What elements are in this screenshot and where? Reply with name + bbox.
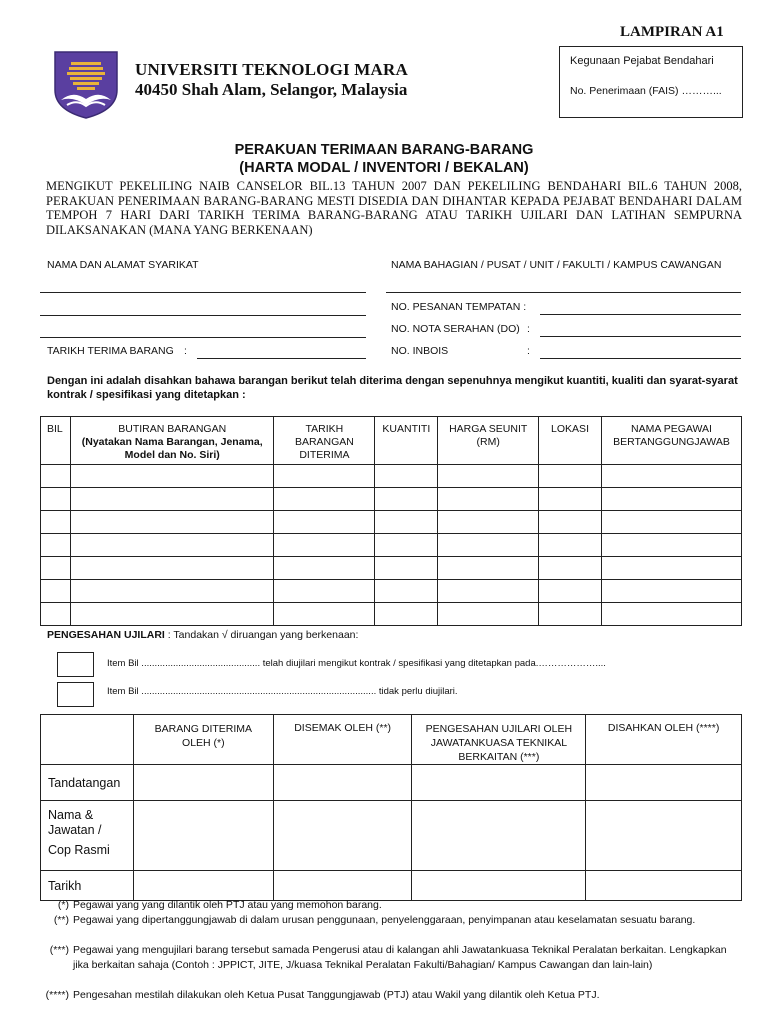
table-cell[interactable] (539, 580, 602, 603)
company-label: NAMA DAN ALAMAT SYARIKAT (47, 259, 199, 271)
table-cell[interactable] (601, 603, 741, 626)
receive-date-colon: : (184, 345, 187, 357)
table-cell[interactable] (438, 580, 539, 603)
col-header-harga-unit: (RM) (476, 436, 500, 448)
sign-cell[interactable] (412, 765, 586, 801)
delivery-note-field[interactable] (540, 336, 741, 337)
table-cell[interactable] (274, 465, 375, 488)
table-row (41, 557, 742, 580)
table-cell[interactable] (70, 557, 273, 580)
sign-header-checked: DISEMAK OLEH (**) (273, 715, 412, 765)
table-cell[interactable] (438, 465, 539, 488)
footnote-mark: (****) (45, 989, 69, 1001)
ujilari-section (47, 629, 358, 641)
col-header-harga (438, 417, 539, 465)
table-cell[interactable] (539, 488, 602, 511)
sign-cell[interactable] (133, 801, 273, 871)
table-cell[interactable] (601, 557, 741, 580)
fais-receipt-label: No. Penerimaan (FAIS) ………... (570, 85, 722, 97)
table-cell[interactable] (539, 603, 602, 626)
invoice-colon: : (527, 345, 530, 357)
sign-row-nama (41, 801, 134, 871)
table-cell[interactable] (375, 580, 438, 603)
table-cell[interactable] (601, 511, 741, 534)
company-line-3[interactable] (40, 337, 366, 338)
ujilari-checkbox-tested[interactable] (57, 652, 94, 677)
table-row (41, 511, 742, 534)
university-logo (53, 50, 119, 120)
sign-cell[interactable] (273, 801, 412, 871)
sign-cell[interactable] (586, 765, 742, 801)
table-cell[interactable] (70, 580, 273, 603)
table-cell[interactable] (70, 465, 273, 488)
table-cell[interactable] (438, 511, 539, 534)
ujilari-label: PENGESAHAN UJILARI (47, 629, 165, 641)
footnote-text: Pegawai yang yang dilantik oleh PTJ atau yang memohon barang. (73, 899, 382, 911)
table-cell[interactable] (274, 557, 375, 580)
table-cell[interactable] (41, 465, 71, 488)
table-cell[interactable] (438, 557, 539, 580)
sign-cell[interactable] (586, 801, 742, 871)
table-cell[interactable] (375, 534, 438, 557)
receive-date-field[interactable] (197, 358, 366, 359)
form-subtitle: (HARTA MODAL / INVENTORI / BEKALAN) (239, 160, 529, 176)
department-label: NAMA BAHAGIAN / PUSAT / UNIT / FAKULTI / KAMPUS CAWANGAN (391, 259, 722, 271)
table-cell[interactable] (375, 603, 438, 626)
table-row (41, 580, 742, 603)
table-row (41, 534, 742, 557)
table-cell[interactable] (601, 580, 741, 603)
table-cell[interactable] (375, 557, 438, 580)
footnote-text: Pengesahan mestilah dilakukan oleh Ketua Pusat Tanggungjawab (PTJ) atau Wakil yang dilantik oleh Ketua PTJ. (73, 989, 600, 1001)
receive-date-label: TARIKH TERIMA BARANG (47, 345, 174, 357)
table-cell[interactable] (438, 603, 539, 626)
invoice-field[interactable] (540, 358, 741, 359)
table-cell[interactable] (41, 534, 71, 557)
table-cell[interactable] (70, 488, 273, 511)
items-table (40, 416, 742, 626)
col-header-kuantiti: KUANTITI (375, 417, 438, 465)
sign-cell[interactable] (133, 871, 273, 901)
table-cell[interactable] (375, 511, 438, 534)
sign-cell[interactable] (273, 765, 412, 801)
footnote-mark: (**) (53, 914, 69, 926)
sign-row-nama-line3: Cop Rasmi (48, 843, 110, 857)
table-cell[interactable] (539, 511, 602, 534)
footnote-mark: (*) (57, 899, 69, 911)
sign-row-tandatangan: Tandatangan (41, 765, 134, 801)
university-address: 40450 Shah Alam, Selangor, Malaysia (135, 80, 408, 99)
col-header-butiran-title: BUTIRAN BARANGAN (118, 423, 227, 435)
table-cell[interactable] (41, 511, 71, 534)
sign-header-empty (41, 715, 134, 765)
sign-header-received: BARANG DITERIMA OLEH (*) (133, 715, 273, 765)
company-line-1[interactable] (40, 292, 366, 293)
sign-cell[interactable] (412, 871, 586, 901)
table-row (41, 488, 742, 511)
table-cell[interactable] (539, 534, 602, 557)
table-cell[interactable] (601, 488, 741, 511)
footnote-mark: (***) (49, 944, 69, 956)
sign-row-nama-line1: Nama & (48, 808, 94, 822)
table-cell[interactable] (274, 488, 375, 511)
col-header-butiran (70, 417, 273, 465)
form-title: PERAKUAN TERIMAAN BARANG-BARANG (234, 142, 534, 158)
table-cell[interactable] (601, 465, 741, 488)
table-cell[interactable] (375, 465, 438, 488)
form-intro: MENGIKUT PEKELILING NAIB CANSELOR BIL.13 TAHUN 2007 DAN PEKELILING BENDAHARI BIL.6 TAHUN 2008, PERAKUAN PENERIMAAN BARANG-BARANG MESTI DISEDIA DAN DIHANTAR KEPADA PEJABAT BENDAHARI DALAM TEMPOH 7 HARI DARI TARIKH TERIMA BARANG-BARANG ATAU TARIKH UJILARI DAN LATIHAN SEMPURNA DILAKSANAKAN (MANA YANG BERKENAAN) (46, 179, 742, 237)
signature-table (40, 714, 742, 901)
ujilari-option-tested: Item Bil ............................................. telah diujilari mengikut kontrak / spesifikasi yang ditetapkan pada.……………….... (107, 658, 606, 669)
table-cell[interactable] (41, 488, 71, 511)
office-use-box (559, 46, 743, 118)
sign-row-tarikh: Tarikh (41, 871, 134, 901)
footnote (49, 943, 741, 972)
sign-cell[interactable] (133, 765, 273, 801)
order-no-label: NO. PESANAN TEMPATAN : (391, 301, 527, 313)
table-cell[interactable] (539, 465, 602, 488)
table-cell[interactable] (41, 557, 71, 580)
table-row (41, 603, 742, 626)
delivery-note-colon: : (527, 323, 530, 335)
footnote (57, 898, 741, 913)
col-header-tarikh: TARIKH BARANGAN DITERIMA (274, 417, 375, 465)
ujilari-option-not-required: Item Bil ......................................................................................... tidak perlu diujilari. (107, 686, 458, 697)
footnote-text: Pegawai yang mengujilari barang tersebut samada Pengerusi atau di kalangan ahli Jawatankuasa Teknikal Peralatan berkaitan. Lengkapkan jika berkaitan sahaja (Contoh : JPPICT, JITE, J/kuasa Teknikal Peralatan Fakulti/Bahagian/ Kampus Cawangan dan lain-lain) (73, 944, 727, 971)
sign-row-nama-line2: Jawatan / (48, 823, 102, 837)
table-cell[interactable] (274, 580, 375, 603)
order-no-field[interactable] (540, 314, 741, 315)
table-cell[interactable] (41, 603, 71, 626)
table-cell[interactable] (70, 603, 273, 626)
sign-header-tested: PENGESAHAN UJILARI OLEH JAWATANKUASA TEKNIKAL BERKAITAN (***) (412, 715, 586, 765)
footnote (45, 988, 741, 1003)
footnote-text: Pegawai yang dipertanggungjawab di dalam urusan penggunaan, penyelenggaraan, penyimpanan atau keselamatan sesuatu barang. (73, 914, 696, 926)
delivery-note-label: NO. NOTA SERAHAN (DO) (391, 323, 520, 335)
sign-cell[interactable] (586, 871, 742, 901)
sign-cell[interactable] (412, 801, 586, 871)
table-cell[interactable] (601, 534, 741, 557)
table-cell[interactable] (274, 603, 375, 626)
department-line[interactable] (386, 292, 741, 293)
table-cell[interactable] (274, 534, 375, 557)
table-cell[interactable] (539, 557, 602, 580)
col-header-butiran-note: (Nyatakan Nama Barangan, Jenama, Model dan No. Siri) (81, 436, 263, 461)
company-line-2[interactable] (40, 315, 366, 316)
table-cell[interactable] (375, 488, 438, 511)
col-header-lokasi: LOKASI (539, 417, 602, 465)
ujilari-instruction: : Tandakan √ diruangan yang berkenaan: (167, 629, 359, 641)
table-cell[interactable] (41, 580, 71, 603)
office-use-title: Kegunaan Pejabat Bendahari (570, 55, 714, 67)
table-cell[interactable] (438, 488, 539, 511)
sign-cell[interactable] (273, 871, 412, 901)
table-cell[interactable] (70, 511, 273, 534)
table-row (41, 465, 742, 488)
university-name: UNIVERSITI TEKNOLOGI MARA (135, 60, 408, 79)
table-cell[interactable] (70, 534, 273, 557)
sign-header-approved: DISAHKAN OLEH (****) (586, 715, 742, 765)
col-header-pegawai: NAMA PEGAWAI BERTANGGUNGJAWAB (601, 417, 741, 465)
footnote (53, 913, 741, 928)
lampiran-label: LAMPIRAN A1 (620, 24, 724, 40)
col-header-bil: BIL (41, 417, 71, 465)
invoice-label: NO. INBOIS (391, 345, 449, 357)
table-cell[interactable] (438, 534, 539, 557)
certify-text: Dengan ini adalah disahkan bahawa barangan berikut telah diterima dengan sepenuhnya mengikut kuantiti, kualiti dan syarat-syarat kontrak / spesifikasi yang ditetapkan : (47, 375, 738, 401)
ujilari-checkbox-not-required[interactable] (57, 682, 94, 707)
table-cell[interactable] (274, 511, 375, 534)
col-header-harga-title: HARGA SEUNIT (449, 423, 528, 435)
